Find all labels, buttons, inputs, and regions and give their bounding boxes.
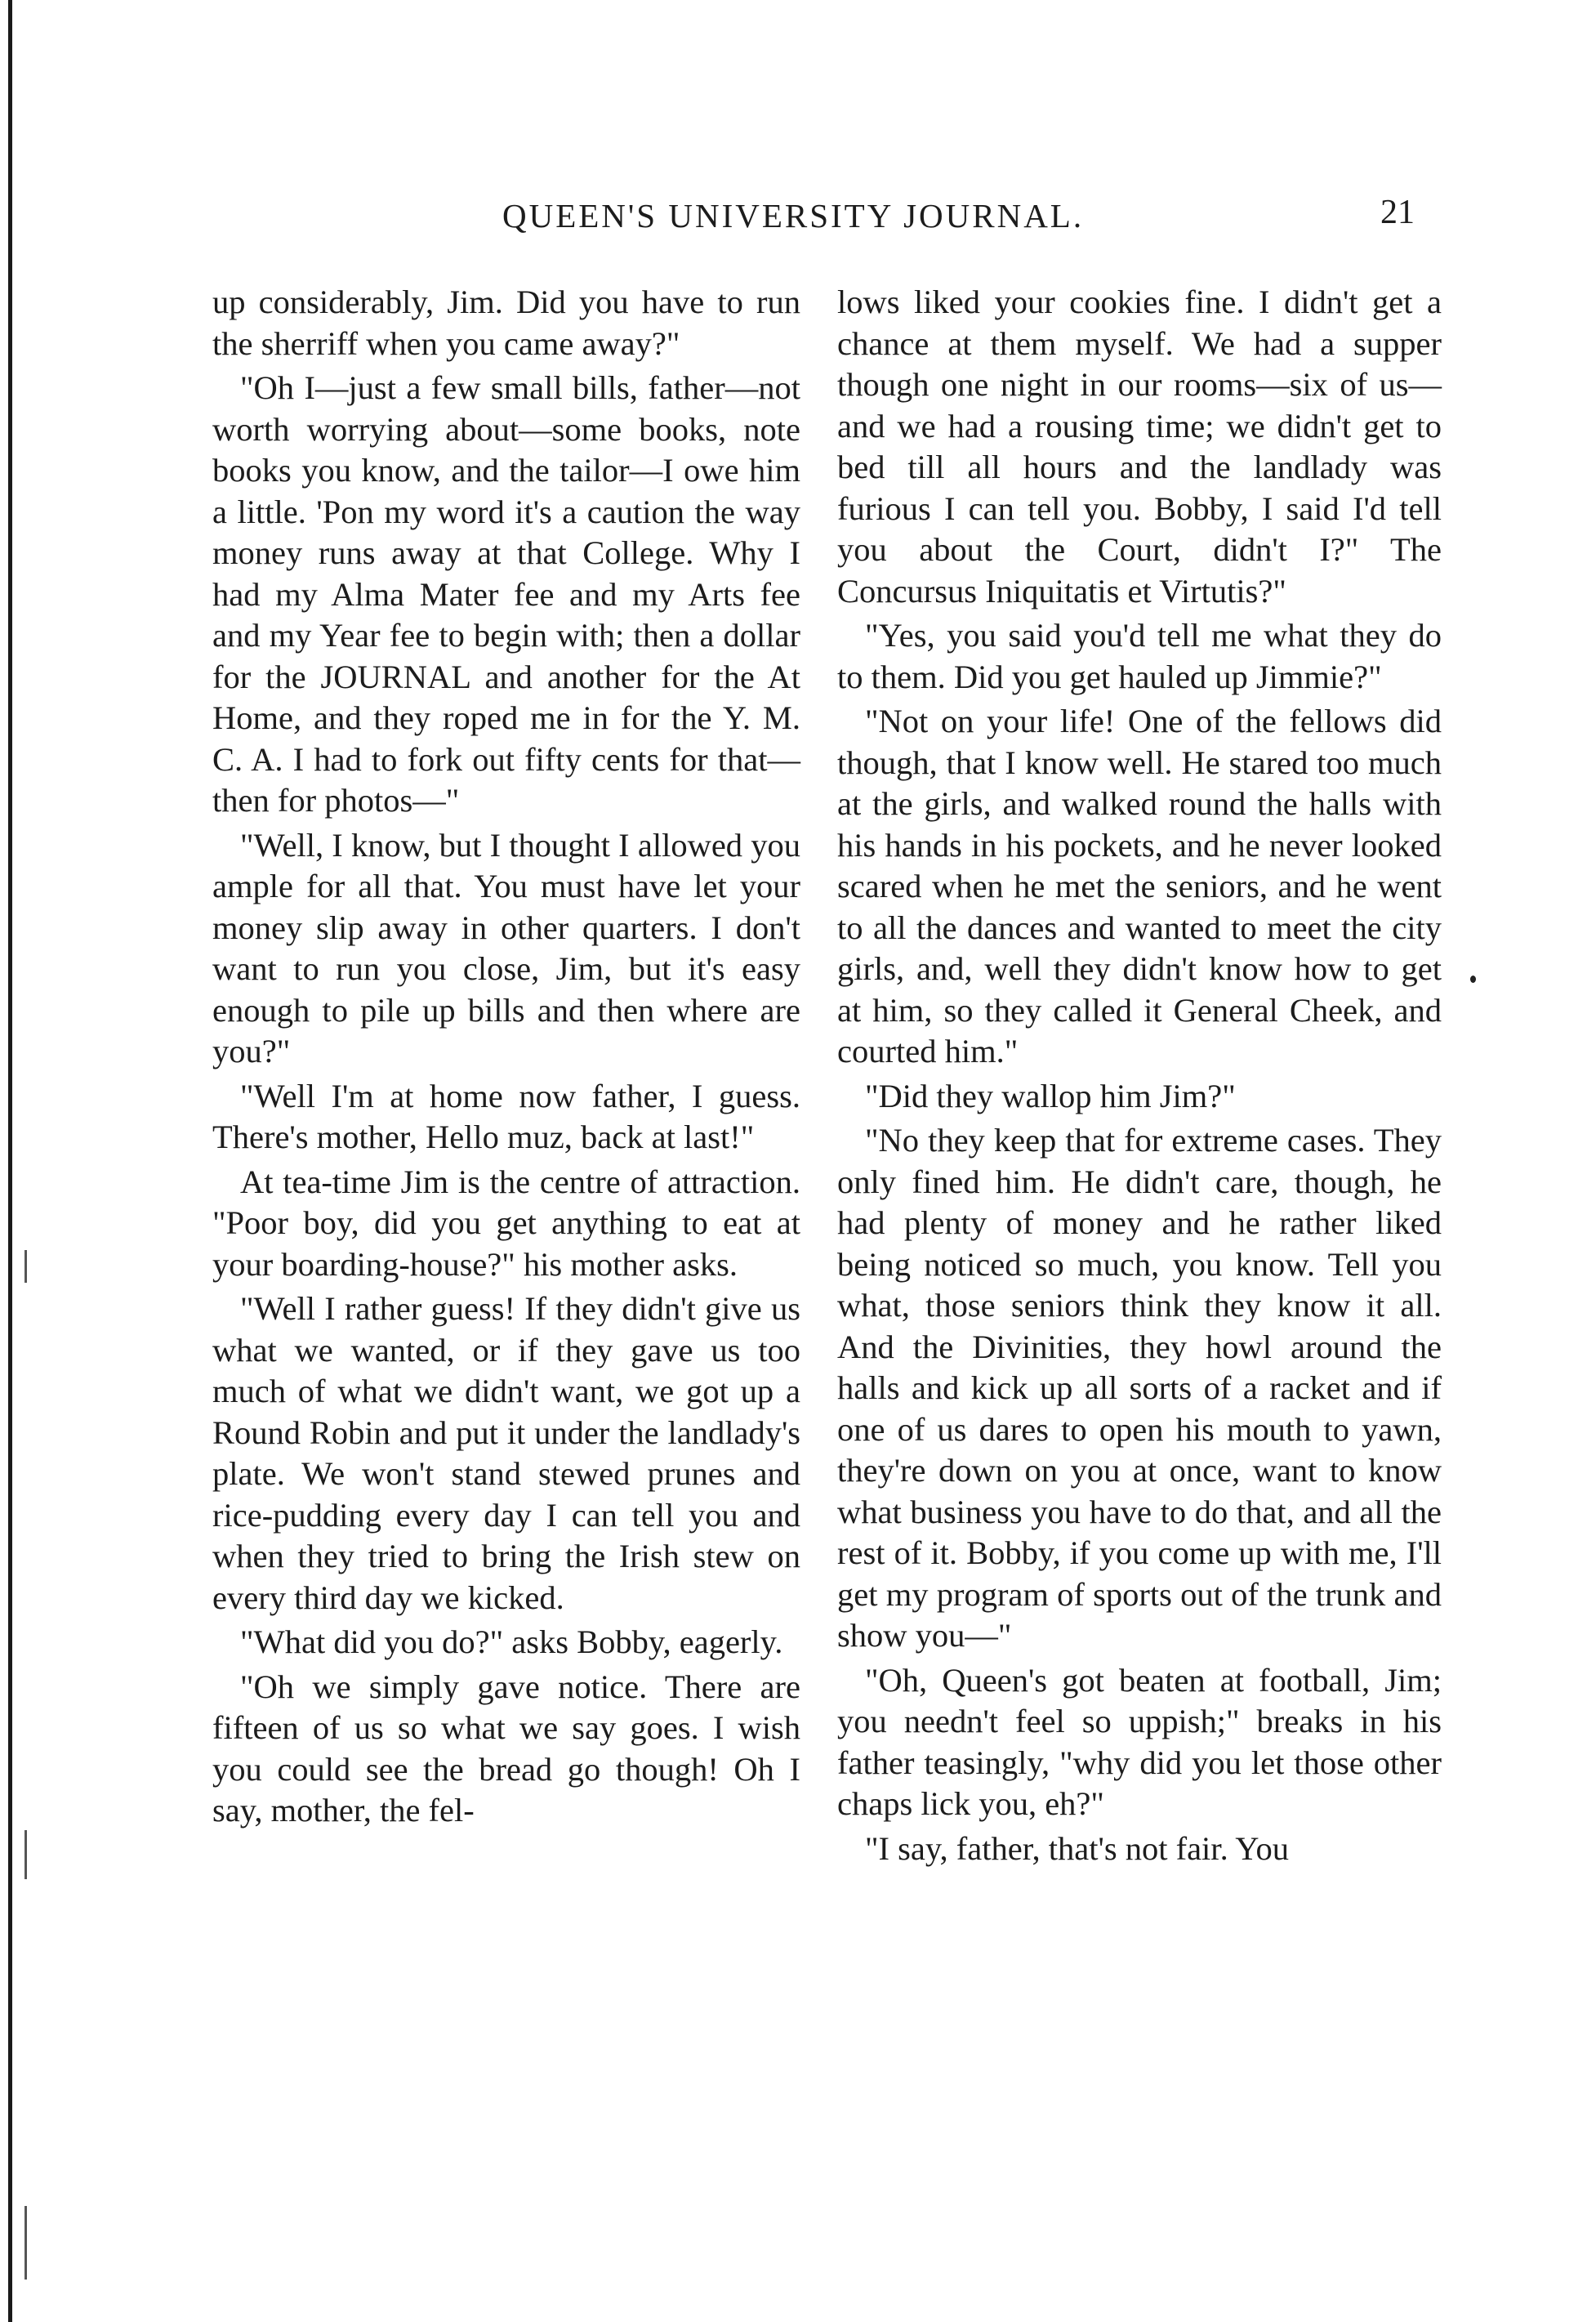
right-column — [837, 282, 1442, 2177]
paragraph: "No they keep that for extreme cases. They only fined him. He didn't care, though, he had plenty of money and he rather liked being noticed so much, you know. Tell you what, those seniors think they know it all. And the Divinities, they howl around the halls and kick up all sorts of a racket and if one of us dares to open his mouth to yawn, they're down on you at once, want to know what business you have to do that, and all the rest of it. Bobby, if you come up with me, I'll get my program of sports out of the trunk and show you—" — [837, 1122, 1442, 1654]
paragraph: "Oh I—just a few small bills, father—not worth worrying about—some books, note books you know, and the tailor—I owe him a little. 'Pon my word it's a caution the way money runs away at that College. Why I had my Alma Mater fee and my Arts fee and my Year fee to begin with; then a dollar for the JOURNAL and another for the At Home, and they roped me in for the Y. M. C. A. I had to fork out fifty cents for that—then for photos—" — [212, 369, 800, 819]
page-number: 21 — [1380, 194, 1415, 231]
paragraph: At tea-time Jim is the centre of attraction. "Poor boy, did you get anything to eat at your boarding-house?" his mother asks. — [212, 1163, 800, 1283]
running-header-title: QUEEN'S UNIVERSITY JOURNAL. — [502, 197, 1085, 234]
paragraph: "Well, I know, but I thought I allowed you ample for all that. You must have let your money slip away in other quarters. I don't want to run you close, Jim, but it's easy enough to pile up bills and then where are you?" — [212, 826, 800, 1069]
paragraph: up considerably, Jim. Did you have to run the sherriff when you came away?" — [212, 284, 800, 362]
paragraph: "What did you do?" asks Bobby, eagerly. — [240, 1623, 783, 1660]
paragraph: "Well I rather guess! If they didn't give us what we wanted, or if they gave us too much of what we didn't want, we got up a Round Robin and put it under the landlady's plate. We won't stand stewed prunes and rice-pudding every day I can tell you and when they tried to bring the Irish stew on every third day we kicked. — [212, 1290, 800, 1616]
paragraph: "Oh we simply gave notice. There are fifteen of us so what we say goes. I wish you could see the bread go though! Oh I say, mother, the fel- — [212, 1668, 800, 1829]
paragraph: "Oh, Queen's got beaten at football, Jim; you needn't feel so uppish;" breaks in his father teasingly, "why did you let those other chaps lick you, eh?" — [837, 1661, 1442, 1822]
paragraph: "Well I'm at home now father, I guess. There's mother, Hello muz, back at last!" — [212, 1077, 800, 1155]
binding-mark — [25, 1830, 27, 1879]
ink-speck — [1470, 976, 1476, 983]
paragraph: "Did they wallop him Jim?" — [865, 1077, 1236, 1114]
paragraph: "Not on your life! One of the fellows did though, that I know well. He stared too much at the girls, and walked round the halls with his hands in his pockets, and he never looked scared when he met the seniors, and he went to all the dances and wanted to meet the city girls, and, well they didn't know how to get at him, so they called it General Cheek, and courted him." — [837, 703, 1442, 1069]
binding-edge — [8, 0, 12, 2322]
binding-mark — [25, 2206, 27, 2280]
paragraph: "Yes, you said you'd tell me what they do to them. Did you get hauled up Jimmie?" — [837, 617, 1442, 695]
paragraph: "I say, father, that's not fair. You — [865, 1829, 1290, 1867]
binding-mark — [25, 1250, 27, 1283]
paragraph: lows liked your cookies fine. I didn't get a chance at them myself. We had a supper though one night in our rooms—six of us—and we had a rousing time; we didn't get to bed till all hours and the landlady was furious I can tell you. Bobby, I said I'd tell you about the Court, didn't I?" The Concursus Iniquitatis et Virtutis?" — [837, 284, 1442, 610]
left-column — [212, 282, 800, 2177]
